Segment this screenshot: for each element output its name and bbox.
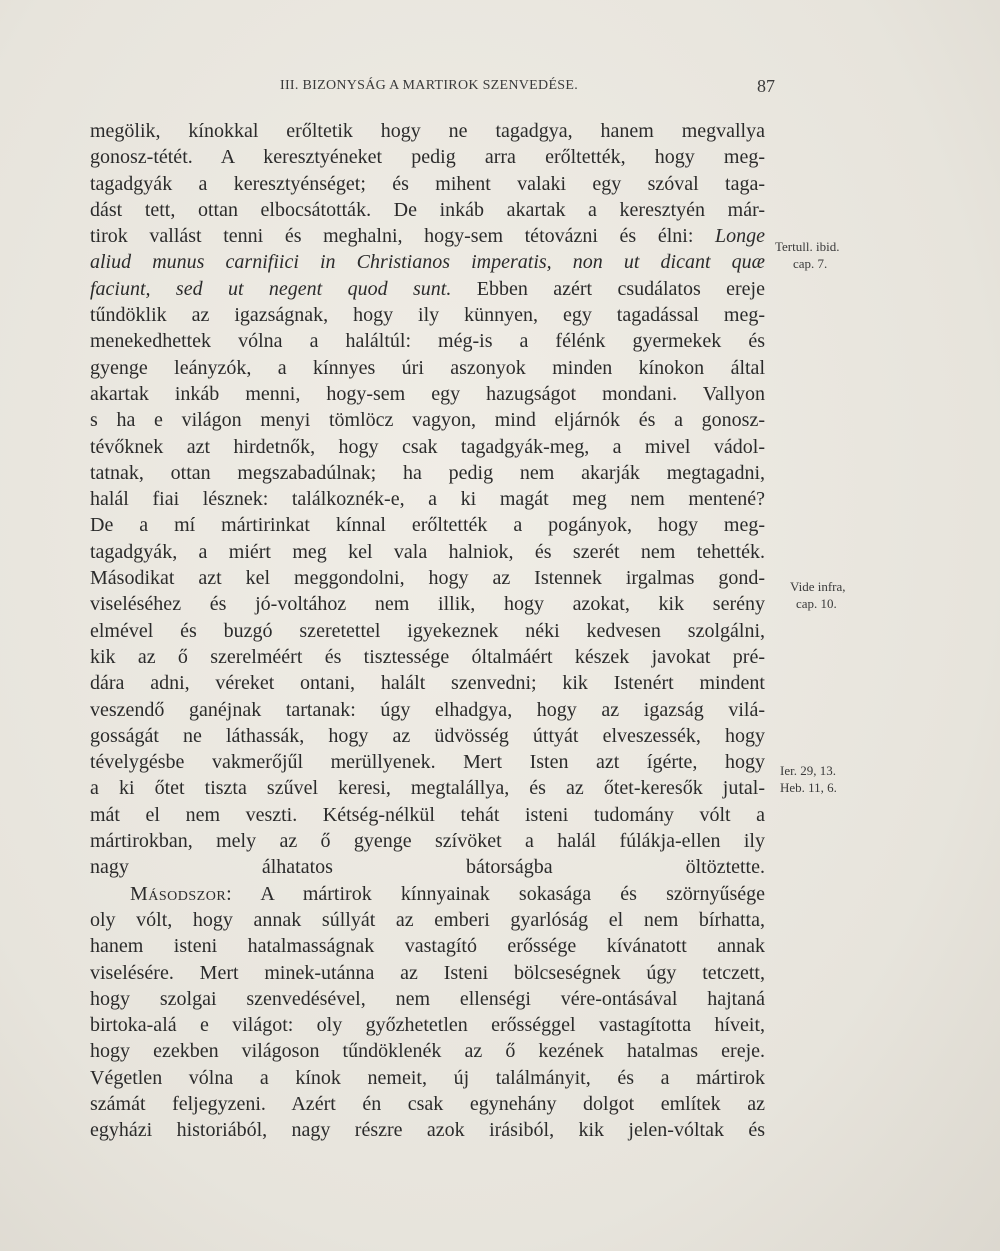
text-line: akartak inkáb menni, hogy-sem egy hazugságot mondani. Vallyon [90,382,765,405]
text-line [90,223,765,249]
text-line: dára adni, véreket ontani, halált szenvedni; kik Istenért mindent [90,672,765,695]
text-line: hogy szolgai szenvedésével, nem ellenségi vére-ontásával hajtaná [90,987,765,1010]
text-line: mártirokban, mely az ő gyenge szívöket a halál fúlákja-ellen ily [90,830,765,853]
margin-note-line: Tertull. ibid. [775,239,840,254]
text-line: De a mí mártirinkat kínnal erőltették a pogányok, hogy meg- [90,514,765,537]
text-line: tévőknek azt hirdetnők, hogy csak tagadgyák-meg, a mivel vádol- [90,435,765,458]
text-line: a ki őtet tiszta szűvel keresi, megtalállya, és az őtet-keresők jutal- [90,777,765,800]
text-line: tűndöklik az igazságnak, hogy ily künnyen, egy tagadással meg- [90,304,765,327]
margin-note-line: Vide infra, [790,579,846,594]
text-line: viselésére. Mert minek-utánna az Isteni bölcseségnek úgy tetczett, [90,961,765,984]
margin-note [780,762,837,796]
latin-quote: faciunt, sed ut negent quod sunt. [90,277,452,300]
running-head: III. BIZONYSÁG A MARTIROK SZENVEDÉSE. [280,78,579,93]
margin-note [790,578,846,612]
text-line: mát el nem veszti. Kétség-nélkül tehát isteni tudomány vólt a [90,803,765,826]
text-line: veszendő ganéjnak tartanak: úgy elhadgya, hogy az igazság vilá- [90,698,765,721]
text-line: oly vólt, hogy annak súllyát az emberi gyarlóság el nem bírhatta, [90,908,765,931]
text-line: gyenge leányzók, a kínnyes úri aszonyok minden kínokon által [90,356,765,379]
text-line: s ha e világon menyi tömlöcz vagyon, mind eljárnók és a gonosz- [90,409,765,432]
text-line: Végetlen vólna a kínok nemeit, új találmányit, és a mártirok [90,1066,765,1089]
text-line: számát feljegyzeni. Azért én csak egynehány dolgot említek az [90,1092,765,1115]
text-line: megölik, kínokkal erőltetik hogy ne tagadgya, hanem megvallya [90,120,765,142]
text-line: egyházi historiából, nagy részre azok irásiból, kik jelen-vóltak és [90,1119,765,1142]
text-segment: A mártirok kínnyainak sokasága és szörnyűsége [260,882,765,905]
text-line: tagadgyák, a miért meg kel vala halniok, és szerét nem tehették. [90,540,765,563]
latin-quote: Longe [715,225,765,248]
text-line: kik az ő szerelméért és tisztessége óltalmáért készek javokat pré- [90,645,765,668]
latin-quote-line: aliud munus carnifiici in Christianos imperatis, non ut dicant quæ [90,251,765,274]
margin-note-line: cap. 7. [793,256,828,271]
margin-note-line: Heb. 11, 6. [780,780,837,795]
text-line: nagy álhatatos bátorságba öltöztette. [90,856,765,879]
text-line: gonosz-tétét. A keresztyéneket pedig arra erőltették, hogy meg- [90,146,765,169]
page-header [90,76,775,100]
text-line: Másodikat azt kel meggondolni, hogy az Istennek irgalmas gond- [90,567,765,590]
section-lead: Másodszor: [130,882,233,905]
margin-note-line: cap. 10. [796,596,837,611]
text-line: hanem isteni hatalmasságnak vastagító erőssége kívánatott annak [90,935,765,958]
text-line: elmével és buzgó szeretettel igyekeznek néki kedvesen szolgálni, [90,619,765,642]
text-line: viseléséhez és jó-voltához nem illik, hogy azokat, kik serény [90,593,765,616]
text-line: gosságát ne láthassák, hogy az üdvösség úttyát elveszessék, hogy [90,724,765,747]
text-line: menekedhettek vólna a haláltúl: még-is a félénk gyermekek és [90,330,765,353]
margin-note-line: Ier. 29, 13. [780,763,836,778]
text-line: tatnak, ottan megszabadúlnak; ha pedig nem akarják megtagadni, [90,461,765,484]
text-line: halál fiai lésznek: találkoznék-e, a ki magát meg nem mentené? [90,488,765,511]
page-number: 87 [757,76,775,96]
text-segment: Ebben azért csudálatos ereje [476,277,765,300]
text-line: hogy ezekben világoson tűndöklenék az ő kezének hatalmas ereje. [90,1040,765,1063]
body-text [90,118,765,1144]
margin-note [775,238,839,272]
text-line: tévelygésbe vakmerőjűl merüllyenek. Mert Isten azt ígérte, hogy [90,751,765,774]
text-line: birtoka-alá e világot: oly győzhetetlen erősséggel vastagította híveit, [90,1014,765,1037]
text-line [90,276,765,302]
text-line: dást tett, ottan elbocsátották. De inkáb akartak a keresztyén már- [90,198,765,221]
text-segment: tirok vallást tenni és meghalni, hogy-sem tétovázni és élni: [90,225,694,248]
text-line [90,881,765,907]
text-line: tagadgyák a keresztyénséget; és mihent valaki egy szóval taga- [90,172,765,195]
